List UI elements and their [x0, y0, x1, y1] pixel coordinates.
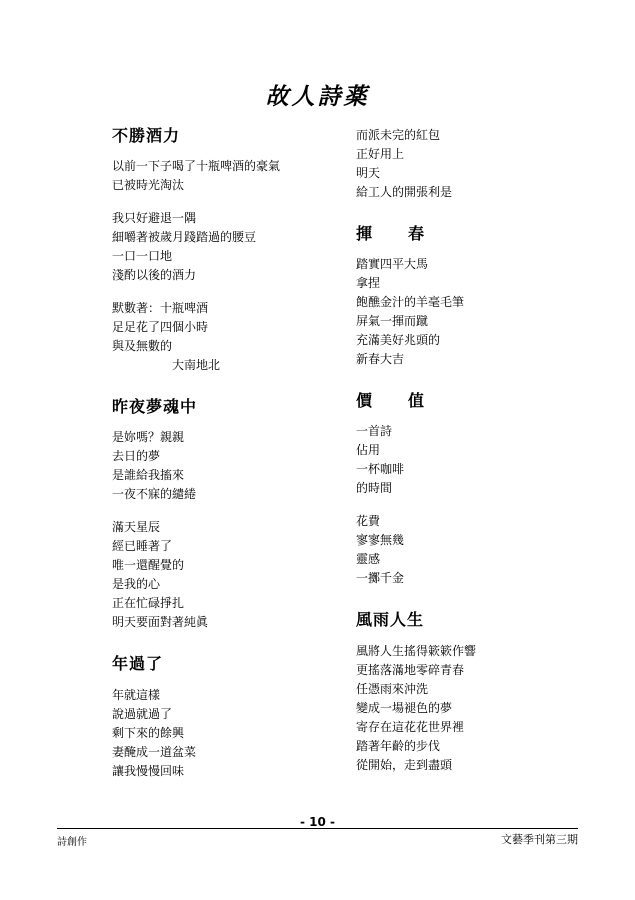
poem-line: 正好用上	[356, 147, 405, 161]
footer-divider	[57, 828, 578, 829]
poem-hui-chun	[356, 224, 542, 369]
poem-line: 踏著年齡的步伐	[356, 738, 441, 753]
poem-line: 明天	[356, 166, 381, 180]
poem-line: 而派未完的紅包	[356, 128, 441, 142]
stanza	[356, 642, 542, 775]
poem-line: 足足花了四個小時	[112, 320, 209, 335]
poem-line: 寥寥無幾	[356, 533, 405, 548]
poem-line: 是妳嗎？親親	[112, 430, 185, 445]
poem-line: 一首詩	[356, 424, 393, 439]
poem-line: 默數著：十瓶啤酒	[112, 301, 209, 316]
poem-line: 妻醃成一道盆菜	[112, 744, 197, 759]
poem-title: 昨夜夢魂中	[112, 397, 198, 417]
poem-line: 屏氣一揮而蹴	[356, 314, 429, 329]
poem-line: 唯一還醒覺的	[112, 558, 185, 573]
stanza	[356, 126, 542, 202]
poem-line: 是我的心	[112, 577, 161, 592]
poem-line: 更搖落滿地零碎青春	[356, 662, 465, 677]
poem-line: 去日的夢	[112, 449, 161, 464]
poem-line: 從開始，走到盡頭	[356, 757, 453, 772]
stanza	[356, 255, 542, 369]
poem-line: 滿天星辰	[112, 520, 161, 535]
poem-line: 飽醮金汁的羊毫毛筆	[356, 295, 465, 310]
poem-line: 正在忙碌掙扎	[112, 596, 185, 611]
poem-line: 大南地北	[172, 358, 221, 373]
poem-line: 已被時光淘汰	[112, 178, 185, 193]
poem-line: 一擲千金	[356, 571, 405, 586]
poem-line: 年就這樣	[112, 687, 161, 702]
page-footer	[57, 815, 578, 856]
poem-line: 一杯咖啡	[356, 462, 405, 477]
poem-line: 的時間	[356, 481, 393, 496]
footer-section-label: 詩創作	[57, 837, 87, 848]
poem-columns	[112, 126, 542, 803]
poem-line: 任憑雨來沖洗	[356, 681, 429, 696]
poem-title: 風雨人生	[356, 610, 425, 630]
column-right	[356, 126, 542, 803]
poem-nian-guo-le	[112, 654, 298, 780]
stanza	[112, 209, 298, 285]
poem-line: 靈感	[356, 552, 381, 567]
stanza	[112, 428, 298, 504]
poem-title: 揮 春	[356, 224, 435, 243]
poem-title: 價 值	[356, 391, 435, 411]
poem-line: 是誰給我搐來	[112, 468, 185, 483]
stanza	[112, 157, 298, 195]
poem-line: 一夜不寐的繾綣	[112, 487, 197, 502]
poem-line: 變成一場褪色的夢	[356, 700, 453, 715]
poem-bu-sheng-jiu-li	[112, 126, 298, 375]
poem-line: 寄存在這花花世界裡	[356, 719, 465, 734]
poem-line: 剩下來的餘興	[112, 725, 185, 740]
poem-feng-yu-ren-sheng	[356, 610, 542, 774]
poem-line: 與及無數的	[112, 339, 173, 354]
stanza	[112, 299, 298, 375]
poem-line: 踏實四平大馬	[356, 257, 429, 272]
poem-line: 經已睡著了	[112, 539, 173, 554]
poem-line: 充滿美好兆頭的	[356, 333, 441, 348]
poem-line: 淺酌以後的酒力	[112, 268, 197, 283]
poem-line: 明天要面對著純眞	[112, 615, 209, 630]
footer-publication-label: 文藝季刊第三期	[501, 834, 578, 846]
poem-zuo-ye-meng-hun-zhong	[112, 397, 298, 632]
page-title: 故人詩薬	[265, 83, 370, 110]
poem-line: 風將人生搖得簌簌作響	[356, 643, 477, 658]
stanza	[356, 512, 542, 588]
poem-line: 以前一下子喝了十瓶啤酒的豪氣	[112, 159, 281, 174]
column-left	[112, 126, 298, 803]
poem-line: 花費	[356, 514, 381, 529]
stanza	[356, 422, 542, 498]
poem-line: 給工人的開張利是	[356, 185, 453, 199]
page-number: - 10 -	[299, 815, 335, 829]
poem-jia-zhi	[356, 391, 542, 588]
poem-line: 說過就過了	[112, 706, 173, 721]
poem-continuation	[356, 126, 542, 202]
poem-title: 年過了	[112, 654, 164, 674]
stanza	[112, 518, 298, 632]
stanza	[112, 686, 298, 781]
poem-line: 我只好避退一隅	[112, 211, 197, 226]
poem-line: 細嚼著被歲月踐踏過的腰豆	[112, 230, 257, 245]
poem-line: 新春大吉	[356, 352, 405, 367]
poem-line: 拿捏	[356, 276, 381, 291]
poem-line: 佔用	[356, 443, 381, 458]
poem-line: 一口一口地	[112, 249, 173, 264]
poem-title: 不勝酒力	[112, 126, 181, 145]
poem-line: 讓我慢慢回味	[112, 763, 185, 778]
